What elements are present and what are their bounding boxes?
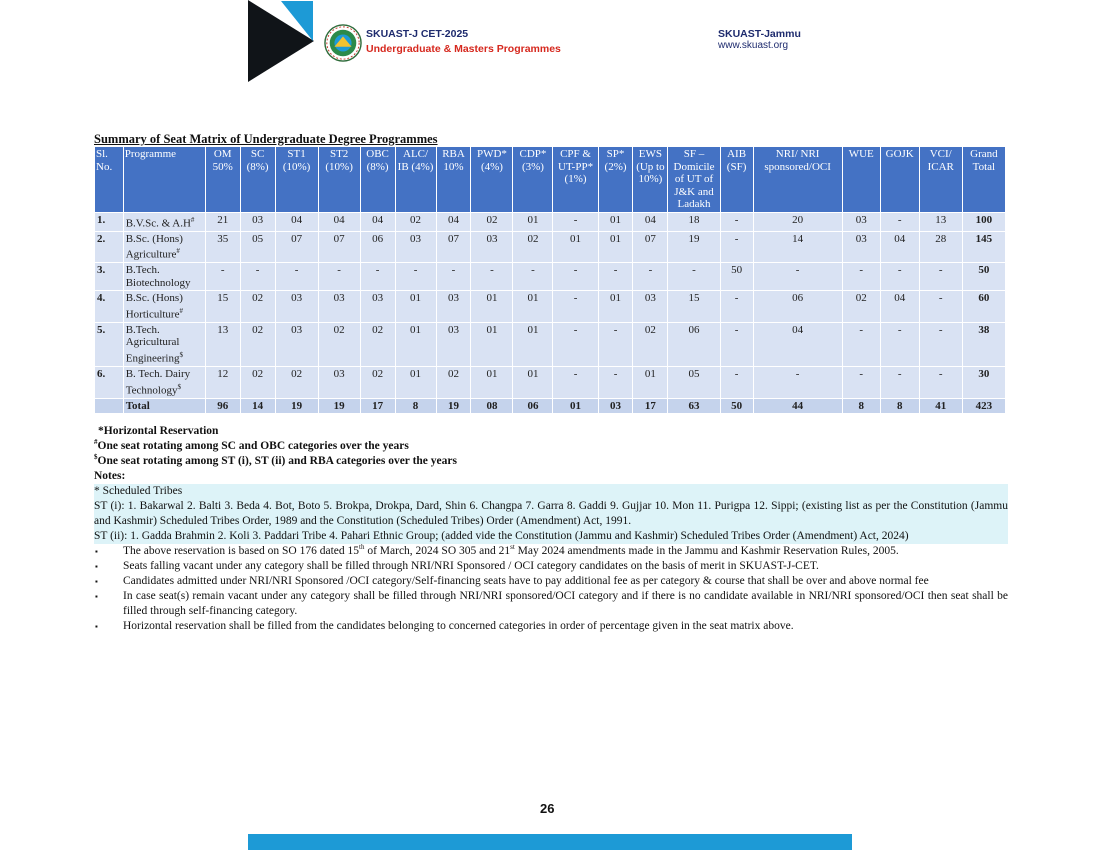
bullet-item [94, 544, 1008, 559]
seat-count-cell: 03 [436, 291, 471, 323]
total-cell: 44 [753, 398, 842, 414]
seat-count-cell: - [598, 367, 633, 399]
bullet-1-sup-th: th [359, 543, 365, 552]
seat-count-cell: 01 [395, 322, 436, 366]
hash-note-text: One seat rotating among SC and OBC categories over the years [97, 440, 409, 452]
seat-count-cell: - [880, 322, 919, 366]
seat-count-cell: 04 [318, 212, 360, 231]
header-org-block [718, 28, 801, 52]
seat-count-cell: 35 [205, 231, 240, 263]
bullet-icon: ▪ [95, 622, 98, 631]
programme-cell [123, 322, 205, 366]
seat-matrix-table [94, 146, 1006, 414]
bullet-1-text-mid: of March, 2024 SO 305 and 21 [364, 545, 511, 557]
column-header: CDP* (3%) [513, 147, 553, 213]
total-cell: 17 [633, 398, 668, 414]
hash-mark: # [94, 438, 98, 447]
bullet-4-text: In case seat(s) remain vacant under any category shall be filled through NRI/NRI sponsored/OCI category and if there is no candidate available in NRI/NRI sponsored/OCI then seat shall be filled through self-financing category. [123, 590, 1008, 617]
seat-count-cell: - [880, 263, 919, 291]
seat-count-cell: 07 [275, 231, 318, 263]
table-header-row [95, 147, 1006, 213]
table-row [95, 291, 1006, 323]
total-cell: 19 [436, 398, 471, 414]
column-header: SF – Domicile of UT of J&K and Ladakh [668, 147, 720, 213]
seat-count-cell: 18 [668, 212, 720, 231]
column-header: CPF & UT-PP* (1%) [553, 147, 598, 213]
seat-count-cell: 05 [240, 231, 275, 263]
column-header: AIB (SF) [720, 147, 753, 213]
total-cell: 50 [720, 398, 753, 414]
seat-count-cell: - [360, 263, 395, 291]
seat-count-cell: 02 [240, 322, 275, 366]
hash-note [94, 439, 1008, 454]
seat-count-cell: - [842, 367, 880, 399]
bullet-icon: ▪ [95, 577, 98, 586]
bullet-3-text: Candidates admitted under NRI/NRI Sponsored /OCI category/Self-financing seats have to pay additional fee as per category & course that shall be over and above normal fee [123, 575, 929, 587]
seat-count-cell: - [395, 263, 436, 291]
table-row [95, 231, 1006, 263]
bullet-icon: ▪ [95, 547, 98, 556]
seat-count-cell: 02 [436, 367, 471, 399]
seat-count-cell: 01 [471, 367, 513, 399]
seat-count-cell: - [919, 367, 962, 399]
seat-count-cell: 01 [553, 231, 598, 263]
column-header: VCI/ ICAR [919, 147, 962, 213]
seat-count-cell: 02 [240, 291, 275, 323]
total-cell: 19 [318, 398, 360, 414]
programme-cell [123, 291, 205, 323]
header-org-name: SKUAST-Jammu [718, 28, 801, 40]
seat-count-cell: - [318, 263, 360, 291]
seat-count-cell: 07 [436, 231, 471, 263]
seat-count-cell: - [633, 263, 668, 291]
seat-count-cell: - [720, 367, 753, 399]
seat-count-cell: 03 [275, 291, 318, 323]
seat-count-cell: 15 [668, 291, 720, 323]
grand-total-cell: 38 [962, 322, 1005, 366]
column-header: OM 50% [205, 147, 240, 213]
st2-text: ST (ii): 1. Gadda Brahmin 2. Koli 3. Paddari Tribe 4. Pahari Ethnic Group; (added vide the Constitution (Jammu and Kashmir) Scheduled Tribes Order (Amendment) Act, 2024) [94, 530, 909, 542]
seat-count-cell: 06 [668, 322, 720, 366]
seat-count-cell: 03 [360, 291, 395, 323]
seat-count-cell: 13 [205, 322, 240, 366]
seat-count-cell: 01 [598, 231, 633, 263]
seat-count-cell: 02 [633, 322, 668, 366]
bullet-2-text: Seats falling vacant under any category shall be filled through NRI/NRI Sponsored / OCI category candidates on the basis of merit in SKUAST-J-CET. [123, 560, 819, 572]
programme-cell [123, 263, 205, 291]
seat-count-cell: 03 [395, 231, 436, 263]
seat-count-cell: - [436, 263, 471, 291]
seat-count-cell: - [553, 322, 598, 366]
seat-count-cell: 01 [598, 291, 633, 323]
bullet-5-text: Horizontal reservation shall be filled from the candidates belonging to concerned categories in order of percentage given in the seat matrix above. [123, 620, 794, 632]
seat-count-cell: - [205, 263, 240, 291]
serial-number-cell: 6. [95, 367, 124, 399]
dollar-mark: $ [94, 453, 98, 462]
seat-count-cell: - [919, 291, 962, 323]
total-cell: 8 [395, 398, 436, 414]
seat-count-cell: - [919, 322, 962, 366]
seat-count-cell: 04 [360, 212, 395, 231]
grand-total-cell: 145 [962, 231, 1005, 263]
seat-count-cell: 04 [753, 322, 842, 366]
column-header: ALC/ IB (4%) [395, 147, 436, 213]
seat-count-cell: 28 [919, 231, 962, 263]
seat-count-cell: 15 [205, 291, 240, 323]
footer-blue-bar [248, 834, 852, 850]
programme-cell [123, 367, 205, 399]
seat-count-cell: 01 [598, 212, 633, 231]
programme-name: B.Tech. Agricultural Engineering [125, 323, 180, 365]
seat-count-cell: 03 [436, 322, 471, 366]
serial-number-cell: 4. [95, 291, 124, 323]
seat-count-cell: 04 [880, 231, 919, 263]
serial-number-cell: 2. [95, 231, 124, 263]
serial-number-cell: 3. [95, 263, 124, 291]
seat-count-cell: - [553, 263, 598, 291]
seat-count-cell: - [553, 212, 598, 231]
total-cell: 41 [919, 398, 962, 414]
seat-count-cell: - [598, 263, 633, 291]
seat-count-cell: - [513, 263, 553, 291]
seat-count-cell: 02 [842, 291, 880, 323]
bullet-1-text-end: May 2024 amendments made in the Jammu and Kashmir Reservation Rules, 2005. [514, 545, 899, 557]
total-row [95, 398, 1006, 414]
seat-count-cell: 01 [513, 322, 553, 366]
seat-count-cell: 01 [513, 291, 553, 323]
bullet-1-text: The above reservation is based on SO 176 dated 15 [123, 545, 360, 557]
seat-count-cell: 03 [842, 212, 880, 231]
programme-footnote-mark: # [190, 215, 195, 224]
seat-count-cell: - [471, 263, 513, 291]
seat-count-cell: - [880, 212, 919, 231]
seat-count-cell: 07 [318, 231, 360, 263]
seat-count-cell: 01 [513, 367, 553, 399]
seat-count-cell: 19 [668, 231, 720, 263]
grand-total-cell: 30 [962, 367, 1005, 399]
grand-total-cell: 100 [962, 212, 1005, 231]
total-cell: 01 [553, 398, 598, 414]
bullet-1-sup-st: st [510, 543, 515, 552]
total-cell: 8 [842, 398, 880, 414]
total-cell: 03 [598, 398, 633, 414]
seat-count-cell: 02 [318, 322, 360, 366]
seat-count-cell: 01 [471, 322, 513, 366]
seat-count-cell: - [240, 263, 275, 291]
dollar-note-text: One seat rotating among ST (i), ST (ii) and RBA categories over the years [97, 455, 457, 467]
column-header: NRI/ NRI sponsored/OCI [753, 147, 842, 213]
column-header: Programme [123, 147, 205, 213]
bullet-item [94, 619, 1008, 634]
grand-total-cell: 50 [962, 263, 1005, 291]
seat-count-cell: 04 [275, 212, 318, 231]
column-header: PWD* (4%) [471, 147, 513, 213]
column-header: SC (8%) [240, 147, 275, 213]
seat-count-cell: 06 [360, 231, 395, 263]
seat-count-cell: 04 [633, 212, 668, 231]
university-emblem-icon [324, 24, 362, 62]
seat-count-cell: 03 [633, 291, 668, 323]
seat-count-cell: - [553, 367, 598, 399]
total-label: Total [123, 398, 205, 414]
total-cell: 63 [668, 398, 720, 414]
programme-name: B.Tech. Biotechnology [125, 264, 191, 289]
seat-count-cell: 02 [275, 367, 318, 399]
programme-footnote-mark: $ [177, 382, 181, 391]
table-caption: Summary of Seat Matrix of Undergraduate Degree Programmes [94, 132, 438, 146]
serial-number-cell: 1. [95, 212, 124, 231]
seat-count-cell: 02 [360, 322, 395, 366]
programme-footnote-mark: $ [179, 350, 183, 359]
header-website[interactable]: www.skuast.org [718, 40, 789, 51]
seat-count-cell: 07 [633, 231, 668, 263]
programme-cell [123, 212, 205, 231]
total-cell: 423 [962, 398, 1005, 414]
column-header: ST1 (10%) [275, 147, 318, 213]
seat-count-cell: 06 [753, 291, 842, 323]
header-subtitle: Undergraduate & Masters Programmes [366, 43, 561, 55]
programme-name: B.Sc. (Hons) Horticulture [125, 292, 183, 321]
seat-count-cell: - [553, 291, 598, 323]
seat-count-cell: - [753, 367, 842, 399]
seat-count-cell: 14 [753, 231, 842, 263]
column-header: OBC (8%) [360, 147, 395, 213]
seat-count-cell: - [668, 263, 720, 291]
seat-count-cell: 02 [240, 367, 275, 399]
seat-count-cell: 03 [275, 322, 318, 366]
scheduled-tribes-box [94, 484, 1008, 544]
programme-footnote-mark: # [176, 247, 180, 256]
seat-count-cell: - [720, 231, 753, 263]
seat-count-cell: 01 [395, 291, 436, 323]
total-cell: 8 [880, 398, 919, 414]
seat-count-cell: 03 [318, 291, 360, 323]
column-header: SP* (2%) [598, 147, 633, 213]
bullet-item [94, 574, 1008, 589]
total-cell: 96 [205, 398, 240, 414]
seat-count-cell: 12 [205, 367, 240, 399]
seat-count-cell: 50 [720, 263, 753, 291]
seat-count-cell: 01 [513, 212, 553, 231]
column-header: Grand Total [962, 147, 1005, 213]
st-heading: * Scheduled Tribes [94, 485, 183, 497]
column-header: ST2 (10%) [318, 147, 360, 213]
table-row [95, 263, 1006, 291]
column-header: RBA 10% [436, 147, 471, 213]
seat-count-cell: 01 [395, 367, 436, 399]
seat-count-cell: 05 [668, 367, 720, 399]
seat-count-cell: 03 [240, 212, 275, 231]
total-cell: 14 [240, 398, 275, 414]
seat-count-cell: 04 [880, 291, 919, 323]
seat-count-cell: 04 [436, 212, 471, 231]
seat-count-cell: 02 [513, 231, 553, 263]
table-row [95, 322, 1006, 366]
serial-number-cell: 5. [95, 322, 124, 366]
table-row [95, 212, 1006, 231]
seat-count-cell: - [842, 263, 880, 291]
seat-count-cell: 13 [919, 212, 962, 231]
notes-label: Notes: [94, 470, 126, 482]
bullet-item [94, 589, 1008, 619]
programme-footnote-mark: # [179, 306, 183, 315]
seat-count-cell: - [598, 322, 633, 366]
seat-count-cell: 02 [471, 212, 513, 231]
seat-count-cell: - [880, 367, 919, 399]
seat-count-cell: - [919, 263, 962, 291]
seat-count-cell: 03 [842, 231, 880, 263]
seat-count-cell: 03 [318, 367, 360, 399]
seat-count-cell: 03 [471, 231, 513, 263]
seat-count-cell: - [720, 322, 753, 366]
seat-count-cell: 02 [360, 367, 395, 399]
bullet-icon: ▪ [95, 562, 98, 571]
page-number: 26 [540, 801, 555, 816]
column-header: Sl. No. [95, 147, 124, 213]
programme-name: B.Sc. (Hons) Agriculture [125, 232, 183, 261]
seat-count-cell: 02 [395, 212, 436, 231]
seat-count-cell: - [720, 212, 753, 231]
table-row [95, 367, 1006, 399]
seat-count-cell: - [753, 263, 842, 291]
column-header: WUE [842, 147, 880, 213]
header-title: SKUAST-J CET-2025 [366, 28, 469, 40]
horizontal-reservation-note: *Horizontal Reservation [98, 425, 219, 437]
seat-count-cell: 01 [471, 291, 513, 323]
seat-count-cell: 21 [205, 212, 240, 231]
seat-count-cell: 01 [633, 367, 668, 399]
total-row-blank-cell [95, 398, 124, 414]
total-cell: 06 [513, 398, 553, 414]
total-cell: 19 [275, 398, 318, 414]
total-cell: 08 [471, 398, 513, 414]
programme-name: B. Tech. Dairy Technology [125, 368, 191, 397]
programme-name: B.V.Sc. & A.H [125, 217, 191, 230]
seat-count-cell: - [275, 263, 318, 291]
bullet-icon: ▪ [95, 592, 98, 601]
footnotes [94, 424, 1008, 634]
seat-count-cell: - [842, 322, 880, 366]
bullet-item [94, 559, 1008, 574]
seat-count-cell: 20 [753, 212, 842, 231]
column-header: EWS (Up to 10%) [633, 147, 668, 213]
column-header: GOJK [880, 147, 919, 213]
seat-count-cell: - [720, 291, 753, 323]
programme-cell [123, 231, 205, 263]
total-cell: 17 [360, 398, 395, 414]
dollar-note [94, 454, 1008, 469]
st1-text: ST (i): 1. Bakarwal 2. Balti 3. Beda 4. Bot, Boto 5. Brokpa, Drokpa, Dard, Shin 6. Changpa 7. Garra 8. Gaddi 9. Gujjar 10. Mon 11. Purigpa 12. Sippi; (existing list as per the Constitution (Jammu and Kashmir) Scheduled Tribes Order, 1989 and the Constitution (Scheduled Tribes) Order (Amendment) Act, 1991. [94, 500, 1008, 527]
grand-total-cell: 60 [962, 291, 1005, 323]
